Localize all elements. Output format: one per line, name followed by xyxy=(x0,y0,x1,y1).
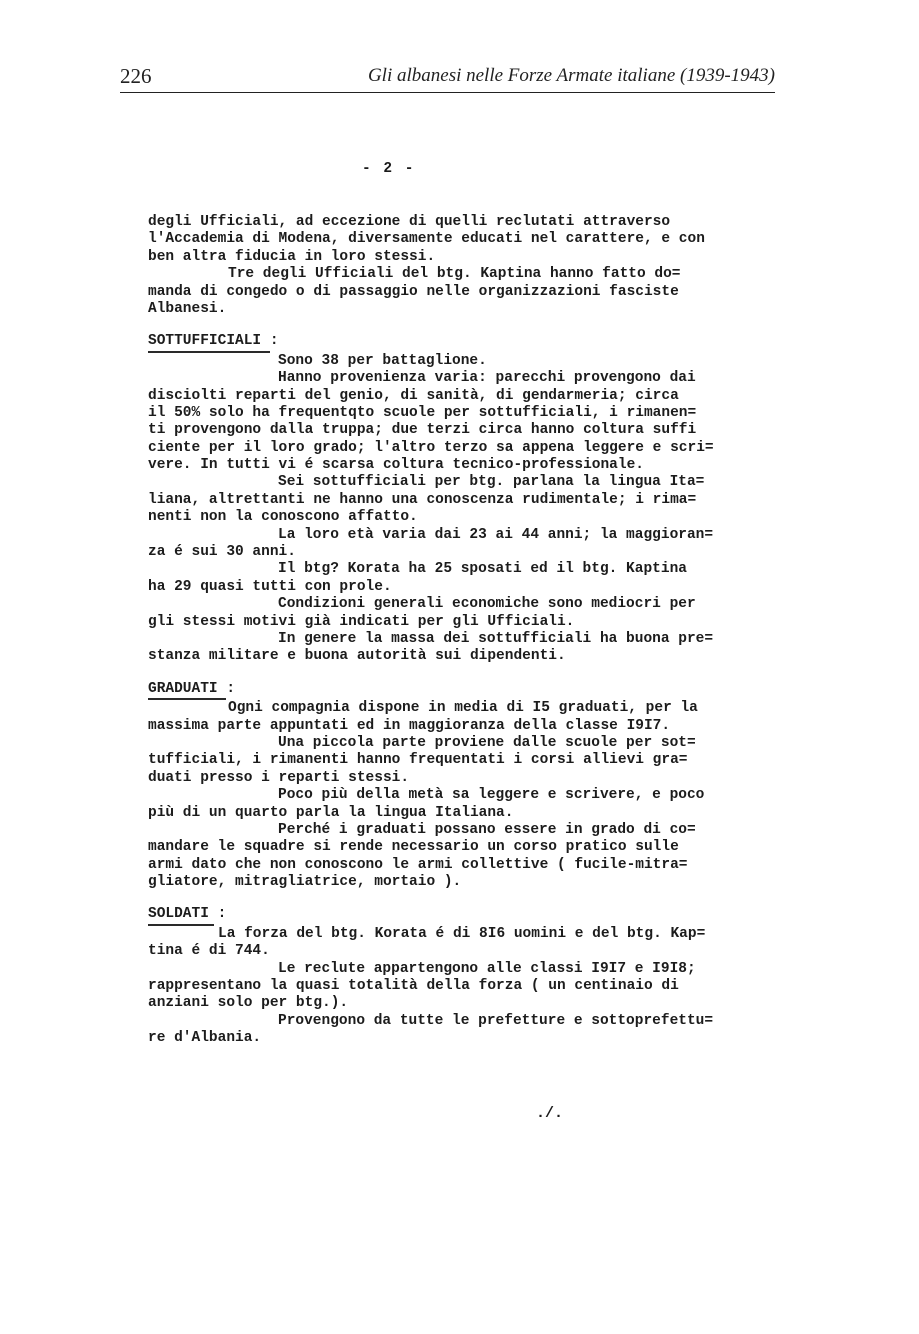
text-line: Una piccola parte proviene dalle scuole per sot= xyxy=(278,734,696,751)
text-line: Il btg? Korata ha 25 sposati ed il btg. Kaptina xyxy=(278,561,687,578)
text-line: disciolti reparti del genio, di sanità, di gendarmeria; circa xyxy=(148,387,679,404)
text-line: liana, altrettanti ne hanno una conoscenza rudimentale; i rima= xyxy=(148,491,697,508)
text-line: degli Ufficiali, ad eccezione di quelli reclutati attraverso xyxy=(148,214,671,230)
text-line: Sei sottufficiali per btg. parlana la lingua Ita= xyxy=(278,474,705,491)
text-line: Condizioni generali economiche sono mediocri per xyxy=(278,596,696,613)
text-line: nenti non la conoscono affatto. xyxy=(148,509,418,526)
text-line: za é sui 30 anni. xyxy=(148,544,296,561)
text-line: manda di congedo o di passaggio nelle organizzazioni fasciste xyxy=(148,283,679,300)
text-line: tufficiali, i rimanenti hanno frequentati i corsi allievi gra= xyxy=(148,752,688,769)
section-heading-graduati: GRADUATI : xyxy=(148,680,236,697)
text-line: mandare le squadre si rende necessario un corso pratico sulle xyxy=(148,839,679,856)
text-line: Perché i graduati possano essere in grado di co= xyxy=(278,821,696,838)
text-line: gli stessi motivi già indicati per gli Ufficiali. xyxy=(148,613,575,630)
section-heading-soldati: SOLDATI : xyxy=(148,906,227,923)
text-line: duati presso i reparti stessi. xyxy=(148,769,410,786)
text-line: ben altra fiducia in loro stessi. xyxy=(148,248,436,265)
text-line: Albanesi. xyxy=(148,300,227,317)
text-line: re d'Albania. xyxy=(148,1030,262,1047)
text-line: anziani solo per btg.). xyxy=(148,995,349,1012)
text-line: massima parte appuntati ed in maggioranza della classe I9I7. xyxy=(148,717,671,734)
text-line: ciente per il loro grado; l'altro terzo sa appena leggere e scri= xyxy=(148,439,714,456)
text-line: l'Accademia di Modena, diversamente educati nel carattere, e con xyxy=(148,231,705,248)
typescript-body xyxy=(148,214,788,1048)
text-line: La forza del btg. Korata é di 8I6 uomini e del btg. Kap= xyxy=(218,925,706,942)
text-line: vere. In tutti vi é scarsa coltura tecnico-professionale. xyxy=(148,457,644,474)
text-line: La loro età varia dai 23 ai 44 anni; la maggioran= xyxy=(278,526,714,543)
text-line: gliatore, mitragliatrice, mortaio ). xyxy=(148,874,462,891)
section-heading-sottufficiali: SOTTUFFICIALI : xyxy=(148,333,279,350)
text-line: ha 29 quasi tutti con prole. xyxy=(148,578,392,595)
text-line: più di un quarto parla la lingua Italiana. xyxy=(148,804,514,821)
text-line: tina é di 744. xyxy=(148,943,270,960)
text-line: armi dato che non conoscono le armi collettive ( fucile-mitra= xyxy=(148,856,688,873)
typescript-page-marker: - 2 - xyxy=(362,161,416,177)
text-line: Le reclute appartengono alle classi I9I7 e I9I8; xyxy=(278,960,696,977)
continuation-mark: ./. xyxy=(536,1105,564,1122)
text-line: Poco più della metà sa leggere e scrivere, e poco xyxy=(278,787,705,804)
text-line: Sono 38 per battaglione. xyxy=(278,352,487,369)
text-line: stanza militare e buona autorità sui dipendenti. xyxy=(148,648,566,665)
page-number: 226 xyxy=(120,64,152,88)
text-line: Hanno provenienza varia: parecchi provengono dai xyxy=(278,370,696,387)
text-line: In genere la massa dei sottufficiali ha buona pre= xyxy=(278,630,714,647)
text-line: ti provengono dalla truppa; due terzi circa hanno coltura suffi xyxy=(148,422,697,439)
text-line: Ogni compagnia dispone in media di I5 graduati, per la xyxy=(228,700,698,717)
text-line: il 50% solo ha frequentqto scuole per sottufficiali, i rimanen= xyxy=(148,404,697,421)
text-line: rappresentano la quasi totalità della forza ( un centinaio di xyxy=(148,978,679,995)
running-title: Gli albanesi nelle Forze Armate italiane (1939-1943) xyxy=(367,65,775,86)
running-header xyxy=(120,62,775,93)
text-line: Tre degli Ufficiali del btg. Kaptina hanno fatto do= xyxy=(228,266,681,283)
text-line: Provengono da tutte le prefetture e sottoprefettu= xyxy=(278,1012,714,1029)
